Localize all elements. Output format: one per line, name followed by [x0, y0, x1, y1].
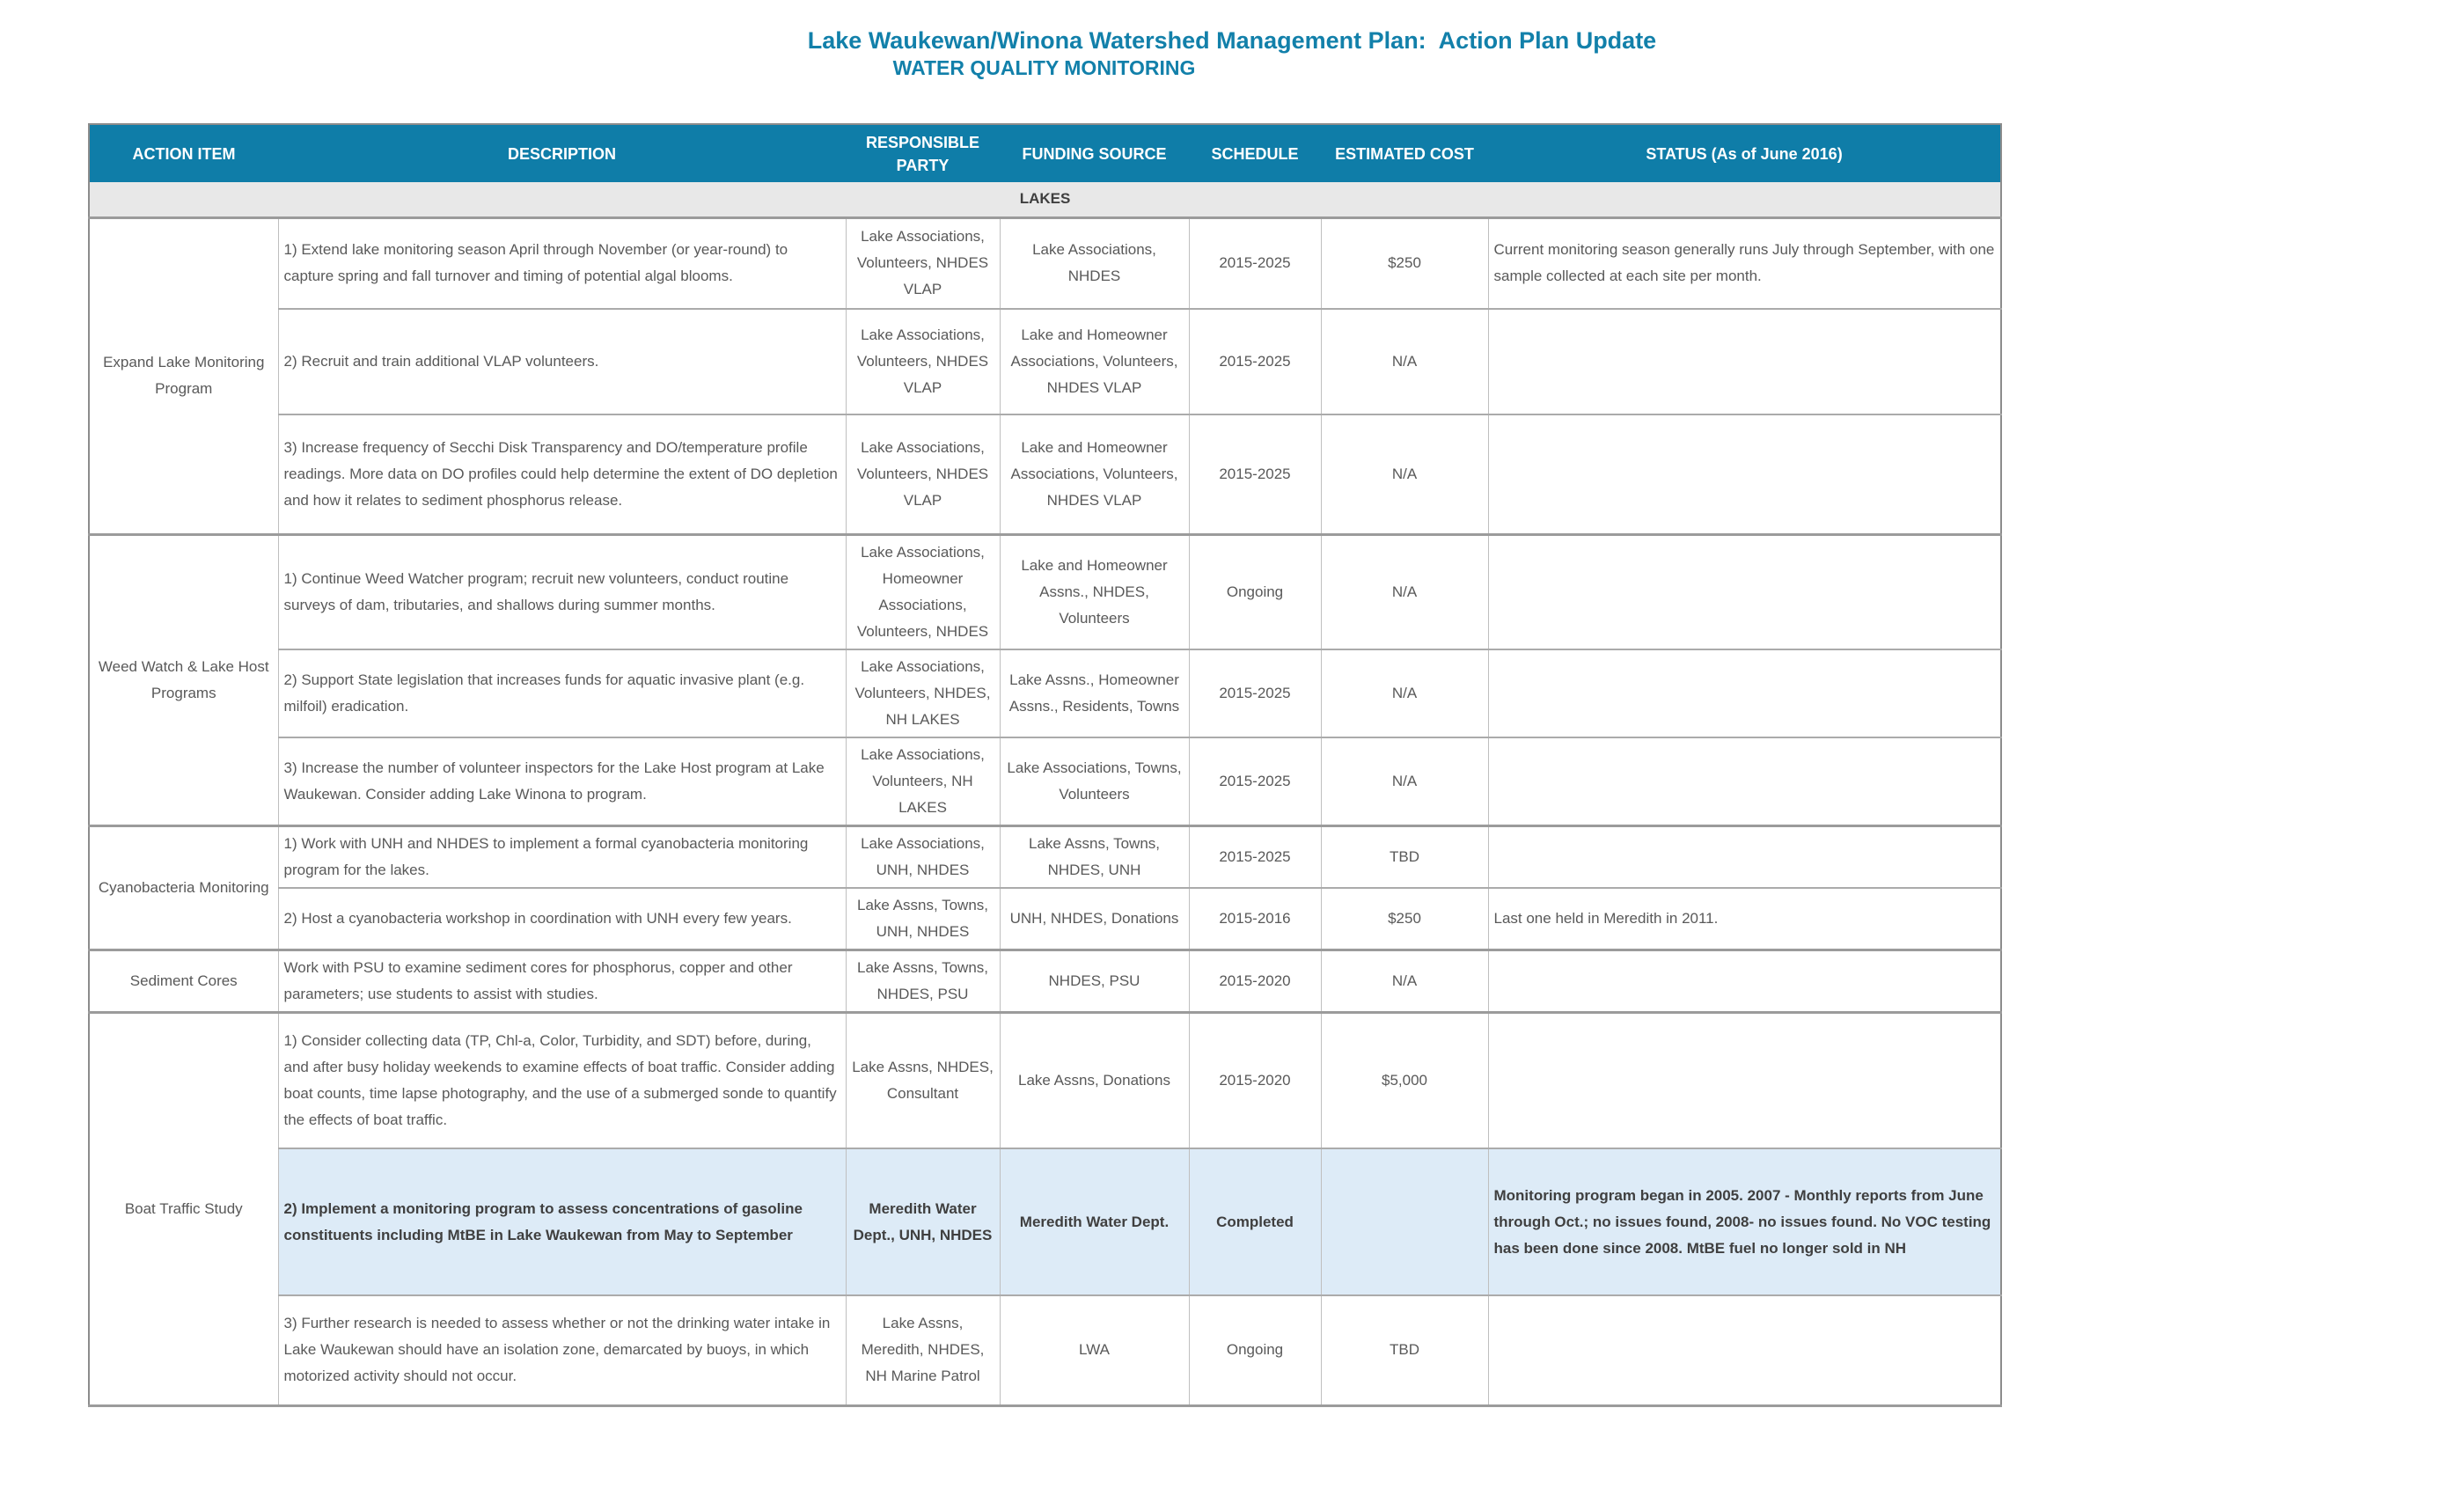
status-cell — [1488, 1295, 2001, 1405]
schedule-cell: 2015-2025 — [1189, 737, 1321, 826]
funding-source-cell: Lake Assns, Towns, NHDES, UNH — [1000, 825, 1189, 888]
responsible-party-cell: Meredith Water Dept., UNH, NHDES — [846, 1148, 1000, 1295]
page-title: Lake Waukewan/Winona Watershed Management Plan: Action Plan Update — [807, 27, 1657, 54]
description-cell: 3) Increase frequency of Secchi Disk Transparency and DO/temperature profile readings. More data on DO profiles could help determine the extent of DO depletion and how it relates to sediment phosphorus release. — [278, 414, 846, 534]
funding-source-cell: Lake and Homeowner Assns., NHDES, Volunteers — [1000, 534, 1189, 649]
status-cell — [1488, 825, 2001, 888]
description-cell: 3) Further research is needed to assess whether or not the drinking water intake in Lake Waukewan should have an isolation zone, demarcated by buoys, in which motorized activity should not occur. — [278, 1295, 846, 1405]
status-cell — [1488, 737, 2001, 826]
description-cell: 3) Increase the number of volunteer inspectors for the Lake Host program at Lake Waukewan. Consider adding Lake Winona to program. — [278, 737, 846, 826]
page-subtitle: WATER QUALITY MONITORING — [892, 56, 1196, 79]
table-row — [89, 309, 2001, 414]
estimated-cost-cell: TBD — [1321, 825, 1488, 888]
description-cell: 1) Work with UNH and NHDES to implement a formal cyanobacteria monitoring program for the lakes. — [278, 825, 846, 888]
funding-source-cell: Lake Assns., Homeowner Assns., Residents, Towns — [1000, 649, 1189, 737]
description-cell: 1) Extend lake monitoring season April through November (or year-round) to capture spring and fall turnover and timing of potential algal blooms. — [278, 217, 846, 309]
table-row — [89, 950, 2001, 1012]
status-cell: Last one held in Meredith in 2011. — [1493, 909, 1719, 927]
estimated-cost-cell: $250 — [1321, 217, 1488, 309]
funding-source-cell: Lake Associations, Towns, Volunteers — [1000, 737, 1189, 826]
table-row — [89, 1295, 2001, 1405]
action-item-cell: Cyanobacteria Monitoring — [89, 825, 278, 950]
status-cell — [1488, 649, 2001, 737]
action-item-cell: Weed Watch & Lake Host Programs — [89, 534, 278, 825]
schedule-cell: 2015-2020 — [1189, 1012, 1321, 1148]
responsible-party-cell: Lake Assns, Towns, NHDES, PSU — [846, 950, 1000, 1012]
schedule-cell: 2015-2020 — [1189, 950, 1321, 1012]
table-row — [89, 1012, 2001, 1148]
responsible-party-cell: Lake Associations, Volunteers, NH LAKES — [846, 737, 1000, 826]
estimated-cost-cell: TBD — [1321, 1295, 1488, 1405]
description-cell: 1) Consider collecting data (TP, Chl-a, Color, Turbidity, and SDT) before, during, and after busy holiday weekends to examine effects of boat traffic. Consider adding boat counts, time lapse photography, and the use of a submerged sonde to quantify the effects of boat traffic. — [278, 1012, 846, 1148]
action-item-cell: Sediment Cores — [89, 950, 278, 1012]
column-header-funding-source: FUNDING SOURCE — [1000, 124, 1189, 182]
estimated-cost-cell: N/A — [1321, 534, 1488, 649]
estimated-cost-cell — [1321, 1148, 1488, 1295]
funding-source-cell: UNH, NHDES, Donations — [1000, 888, 1189, 950]
table-row — [89, 888, 2001, 950]
schedule-cell: 2015-2025 — [1189, 217, 1321, 309]
funding-source-cell: Lake and Homeowner Associations, Volunteers, NHDES VLAP — [1000, 309, 1189, 414]
section-band-lakes — [89, 182, 2001, 217]
funding-source-cell: LWA — [1000, 1295, 1189, 1405]
funding-source-cell: Meredith Water Dept. — [1000, 1148, 1189, 1295]
schedule-cell: Completed — [1189, 1148, 1321, 1295]
description-cell: Work with PSU to examine sediment cores for phosphorus, copper and other parameters; use students to assist with studies. — [278, 950, 846, 1012]
table-row — [89, 414, 2001, 534]
responsible-party-cell: Lake Assns, Towns, UNH, NHDES — [846, 888, 1000, 950]
description-cell: 2) Implement a monitoring program to assess concentrations of gasoline constituents including MtBE in Lake Waukewan from May to September — [278, 1148, 846, 1295]
schedule-cell: Ongoing — [1189, 534, 1321, 649]
table-row — [89, 825, 2001, 888]
description-cell: 1) Continue Weed Watcher program; recruit new volunteers, conduct routine surveys of dam, tributaries, and shallows during summer months. — [278, 534, 846, 649]
status-cell — [1488, 1012, 2001, 1148]
responsible-party-cell: Lake Associations, Volunteers, NHDES VLAP — [846, 414, 1000, 534]
table-row — [89, 649, 2001, 737]
funding-source-cell: Lake Associations, NHDES — [1000, 217, 1189, 309]
estimated-cost-cell: N/A — [1321, 737, 1488, 826]
schedule-cell: 2015-2025 — [1189, 825, 1321, 888]
responsible-party-cell: Lake Associations, Volunteers, NHDES, NH LAKES — [846, 649, 1000, 737]
schedule-cell: Ongoing — [1189, 1295, 1321, 1405]
action-item-cell: Expand Lake Monitoring Program — [89, 217, 278, 534]
responsible-party-cell: Lake Associations, UNH, NHDES — [846, 825, 1000, 888]
table-row — [89, 534, 2001, 649]
column-header-schedule: SCHEDULE — [1189, 124, 1321, 182]
responsible-party-cell: Lake Associations, Volunteers, NHDES VLAP — [846, 217, 1000, 309]
action-item-cell: Boat Traffic Study — [89, 1012, 278, 1405]
responsible-party-cell: Lake Associations, Homeowner Associations, Volunteers, NHDES — [846, 534, 1000, 649]
column-header-action-item: ACTION ITEM — [89, 124, 278, 182]
description-cell: 2) Support State legislation that increases funds for aquatic invasive plant (e.g. milfoil) eradication. — [278, 649, 846, 737]
schedule-cell: 2015-2025 — [1189, 649, 1321, 737]
status-cell: Current monitoring season generally runs July through September, with one sample collected at each site per month. — [1493, 241, 1995, 285]
column-header-description: DESCRIPTION — [278, 124, 846, 182]
table-row — [89, 737, 2001, 826]
table-header-row — [89, 124, 2001, 182]
status-cell — [1488, 534, 2001, 649]
responsible-party-cell: Lake Assns, NHDES, Consultant — [846, 1012, 1000, 1148]
funding-source-cell: Lake and Homeowner Associations, Volunteers, NHDES VLAP — [1000, 414, 1189, 534]
funding-source-cell: Lake Assns, Donations — [1000, 1012, 1189, 1148]
description-cell: 2) Host a cyanobacteria workshop in coordination with UNH every few years. — [278, 888, 846, 950]
funding-source-cell: NHDES, PSU — [1000, 950, 1189, 1012]
table-row — [89, 217, 2001, 309]
action-plan-table — [88, 123, 2002, 1407]
estimated-cost-cell: N/A — [1321, 649, 1488, 737]
estimated-cost-cell: N/A — [1321, 414, 1488, 534]
status-cell — [1488, 414, 2001, 534]
column-header-estimated-cost: ESTIMATED COST — [1321, 124, 1488, 182]
status-cell — [1488, 950, 2001, 1012]
estimated-cost-cell: $5,000 — [1321, 1012, 1488, 1148]
column-header-status: STATUS (As of June 2016) — [1488, 124, 2001, 182]
section-label: LAKES — [89, 182, 2001, 217]
schedule-cell: 2015-2025 — [1189, 414, 1321, 534]
table-row-highlighted — [89, 1148, 2001, 1295]
title-block — [0, 0, 2464, 81]
status-cell: Monitoring program began in 2005. 2007 - Monthly reports from June through Oct.; no issues found, 2008- no issues found. No VOC testing has been done since 2008. MtBE fuel no longer sold in NH — [1488, 1148, 2001, 1295]
description-cell: 2) Recruit and train additional VLAP volunteers. — [278, 309, 846, 414]
column-header-responsible-party: RESPONSIBLE PARTY — [846, 124, 1000, 182]
responsible-party-cell: Lake Associations, Volunteers, NHDES VLAP — [846, 309, 1000, 414]
responsible-party-cell: Lake Assns, Meredith, NHDES, NH Marine Patrol — [846, 1295, 1000, 1405]
estimated-cost-cell: N/A — [1321, 950, 1488, 1012]
status-cell — [1488, 309, 2001, 414]
estimated-cost-cell: $250 — [1321, 888, 1488, 950]
schedule-cell: 2015-2025 — [1189, 309, 1321, 414]
estimated-cost-cell: N/A — [1321, 309, 1488, 414]
schedule-cell: 2015-2016 — [1189, 888, 1321, 950]
